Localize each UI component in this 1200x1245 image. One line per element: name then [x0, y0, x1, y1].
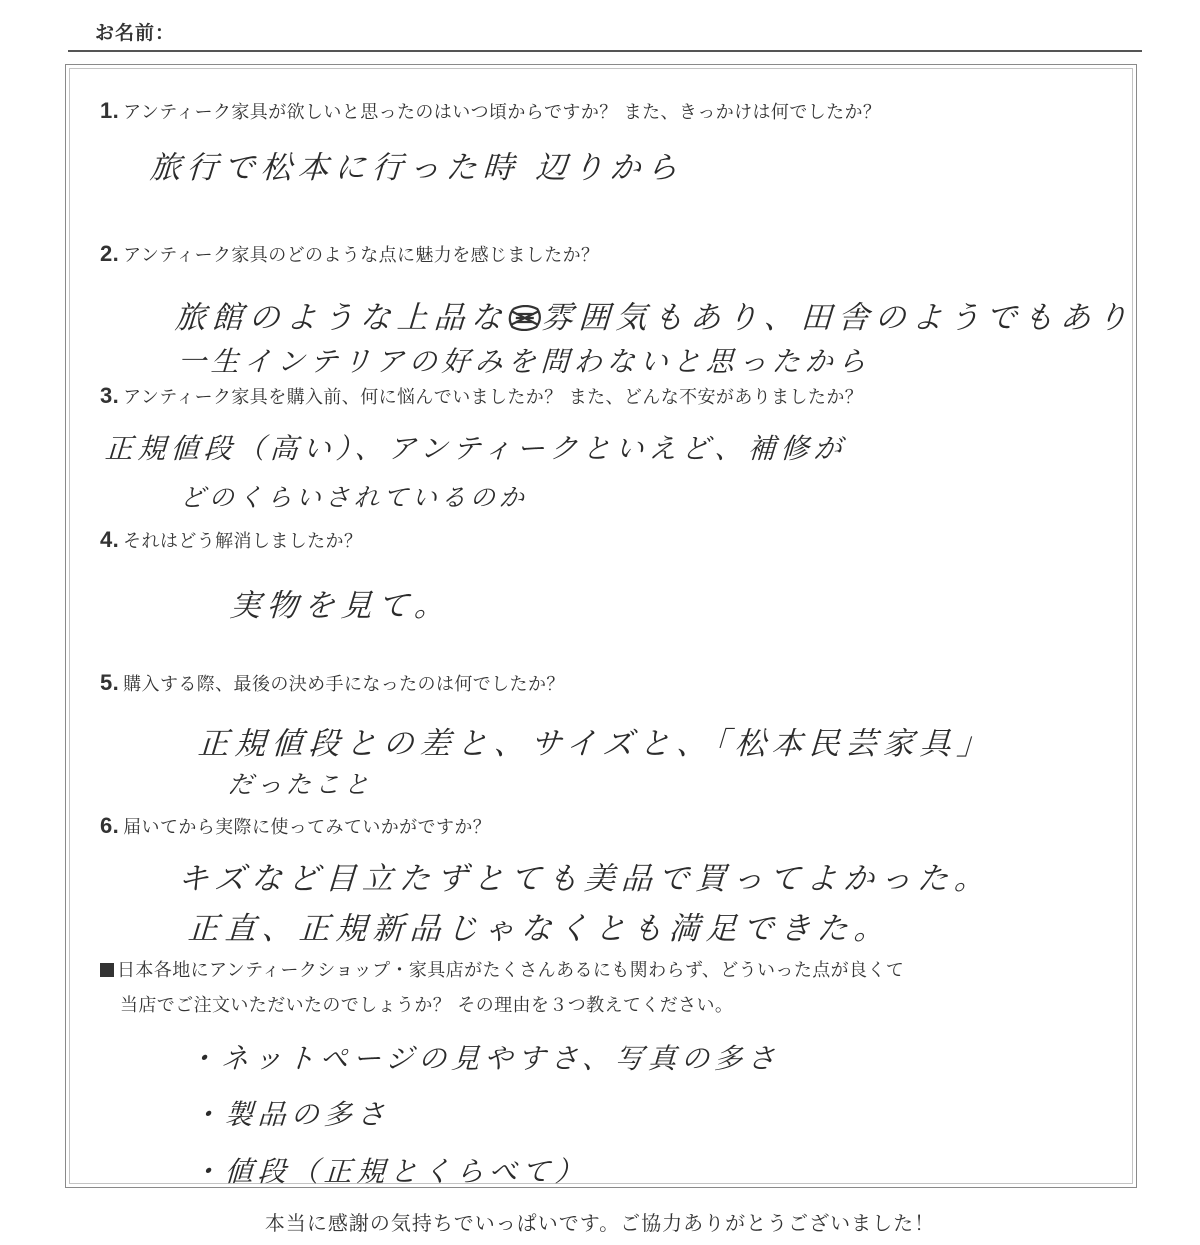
- crossed-out-scribble-icon: [507, 305, 542, 331]
- reasons-question-line-2: 当店でご注文いただいたのでしょうか？ その理由を３つ教えてください。: [120, 995, 734, 1016]
- question-number: 5.: [100, 670, 120, 695]
- question-text: 届いてから実際に使ってみていかがですか？: [123, 817, 492, 838]
- question-4: [100, 527, 362, 553]
- square-bullet-icon: [100, 963, 114, 977]
- answer-3-line-1: 正規値段（高い）、アンティークといえど、補修が: [104, 432, 848, 465]
- answer-3-line-2: どのくらいされているのか: [179, 483, 529, 512]
- question-1: [100, 98, 881, 124]
- answer-6-line-2: 正直、正規新品じゃなくとも満足できた。: [186, 911, 892, 947]
- question-2: [100, 241, 599, 267]
- name-underline: [68, 50, 1142, 52]
- question-number: 6.: [100, 813, 120, 838]
- question-text: それはどう解消しましたか？: [123, 531, 363, 552]
- answer-2-line-2: 一生インテリアの好みを問わないと思ったから: [177, 345, 872, 378]
- answer-1-line-1: 旅行で松本に行った時 辺りから: [148, 150, 685, 186]
- question-number: 4.: [100, 527, 120, 552]
- question-text: 購入する際、最後の決め手になったのは何でしたか？: [123, 674, 565, 695]
- question-text: アンティーク家具が欲しいと思ったのはいつ頃からですか？ また、きっかけは何でしたか？: [123, 102, 882, 123]
- answer-5-line-2: だったこと: [227, 770, 374, 799]
- reasons-question-line-1: [100, 956, 904, 982]
- answer-text: 旅館のような上品な: [173, 300, 509, 336]
- answer-4-line-1: 実物を見て。: [228, 588, 453, 624]
- answer-5-line-1: 正規値段との差と、サイズと、「松本民芸家具」: [196, 726, 995, 762]
- question-text: アンティーク家具を購入前、何に悩んでいましたか？ また、どんな不安がありましたか？: [123, 387, 864, 408]
- question-5: [100, 670, 565, 696]
- answer-6-line-1: キズなど目立たずとても美品で買ってよかった。: [176, 861, 993, 897]
- reason-3: ・値段（正規とくらべて）: [191, 1155, 589, 1188]
- question-number: 1.: [100, 98, 120, 123]
- reason-1: ・ネットページの見やすさ、写真の多さ: [187, 1042, 782, 1075]
- question-number: 3.: [100, 383, 120, 408]
- answer-text: 雰囲気もあり、田舎のようでもあり: [540, 300, 1135, 336]
- answer-2-line-1: [174, 292, 1135, 337]
- question-number: 2.: [100, 241, 120, 266]
- question-6: [100, 813, 491, 839]
- question-3: [100, 383, 863, 409]
- reason-2: ・製品の多さ: [191, 1098, 391, 1131]
- reasons-question-text: 日本各地にアンティークショップ・家具店がたくさんあるにも関わらず、どういった点が良くて: [117, 960, 905, 981]
- name-label: お名前：: [95, 22, 176, 44]
- thank-you-message: 本当に感謝の気持ちでいっぱいです。ご協力ありがとうございました！: [264, 1211, 936, 1235]
- question-text: アンティーク家具のどのような点に魅力を感じましたか？: [123, 245, 600, 266]
